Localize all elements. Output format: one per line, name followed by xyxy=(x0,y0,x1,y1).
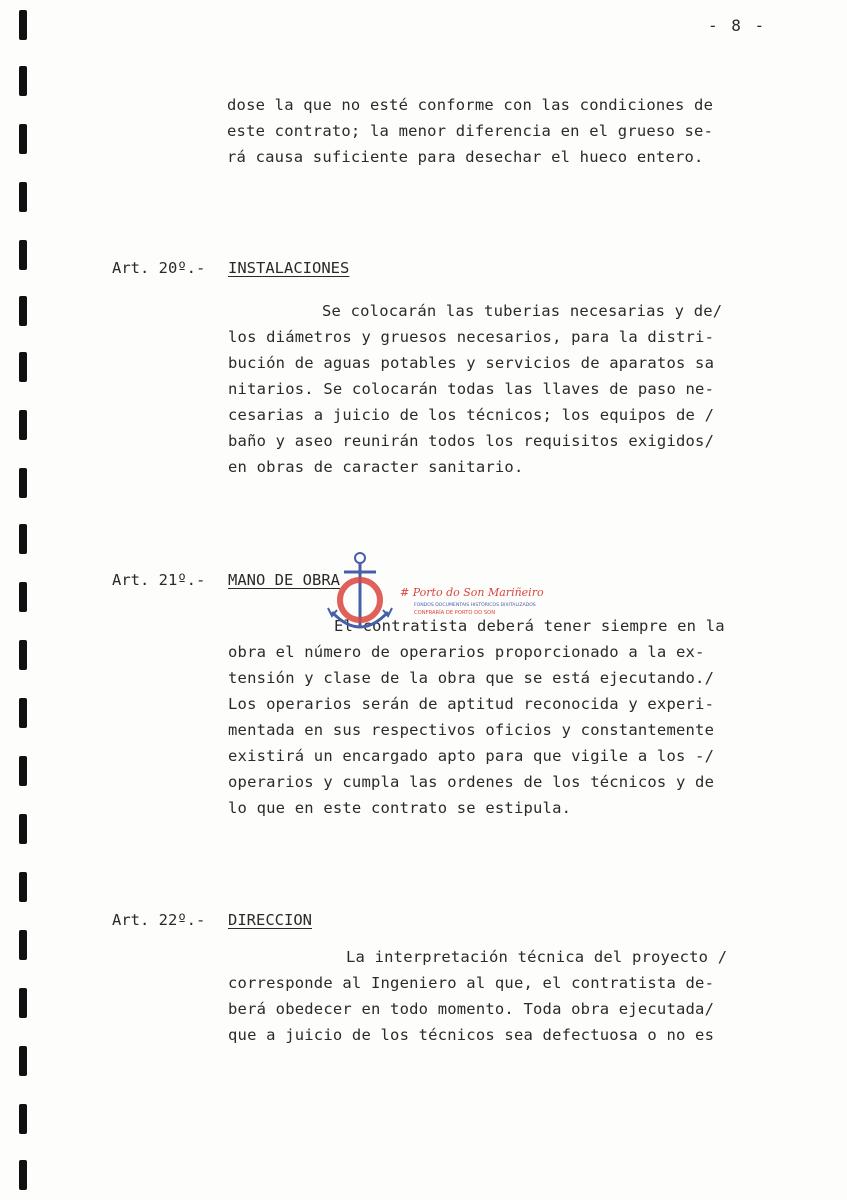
binder-hole xyxy=(19,352,27,382)
binder-hole xyxy=(19,10,27,40)
paragraph-line: berá obedecer en todo momento. Toda obra ejecutada/ xyxy=(228,1000,715,1018)
article-title: INSTALACIONES xyxy=(228,259,350,277)
stamp-title: # Porto do Son Mariñeiro xyxy=(400,586,544,599)
paragraph-line: mentada en sus respectivos oficios y constantemente xyxy=(228,721,715,739)
paragraph-line: este contrato; la menor diferencia en el grueso se- xyxy=(227,122,714,140)
paragraph-line: obra el número de operarios proporcionado a la ex- xyxy=(228,643,705,661)
binder-hole xyxy=(19,524,27,554)
binder-hole xyxy=(19,240,27,270)
paragraph-line: rá causa suficiente para desechar el hueco entero. xyxy=(227,148,704,166)
binder-hole xyxy=(19,468,27,498)
binder-hole xyxy=(19,756,27,786)
binder-hole xyxy=(19,1046,27,1076)
binder-holes xyxy=(19,0,33,1200)
paragraph-line: cesarias a juicio de los técnicos; los equipos de / xyxy=(228,406,715,424)
binder-hole xyxy=(19,814,27,844)
paragraph-line: Los operarios serán de aptitud reconocida y experi- xyxy=(228,695,715,713)
stamp-subtitle: FONDOS DOCUMENTAIS HISTÓRICOS DIXITALIZADOS xyxy=(414,603,536,608)
binder-hole xyxy=(19,988,27,1018)
archive-stamp xyxy=(322,550,542,640)
binder-hole xyxy=(19,930,27,960)
binder-hole xyxy=(19,1104,27,1134)
article-label: Art. 20º.- xyxy=(112,259,206,277)
binder-hole xyxy=(19,640,27,670)
binder-hole xyxy=(19,66,27,96)
binder-hole xyxy=(19,1160,27,1190)
article-label: Art. 22º.- xyxy=(112,911,206,929)
paragraph-line: que a juicio de los técnicos sea defectuosa o no es xyxy=(228,1026,715,1044)
paragraph-line: existirá un encargado apto para que vigile a los -/ xyxy=(228,747,715,765)
paragraph-line: La interpretación técnica del proyecto / xyxy=(346,948,728,966)
binder-hole xyxy=(19,698,27,728)
article-title: MANO DE OBRA xyxy=(228,571,340,589)
paragraph-line: en obras de caracter sanitario. xyxy=(228,458,524,476)
paragraph-line: los diámetros y gruesos necesarios, para la distri- xyxy=(228,328,715,346)
binder-hole xyxy=(19,296,27,326)
binder-hole xyxy=(19,582,27,612)
paragraph-line: nitarios. Se colocarán todas las llaves de paso ne- xyxy=(228,380,715,398)
paragraph-line: bución de aguas potables y servicios de aparatos sa xyxy=(228,354,715,372)
paragraph-line: lo que en este contrato se estipula. xyxy=(228,799,572,817)
binder-hole xyxy=(19,124,27,154)
page-number: - 8 - xyxy=(708,16,767,35)
anchor-icon xyxy=(322,550,398,640)
paragraph-line: corresponde al Ingeniero al que, el contratista de- xyxy=(228,974,715,992)
paragraph-line: operarios y cumpla las ordenes de los técnicos y de xyxy=(228,773,715,791)
paragraph-line: dose la que no esté conforme con las condiciones de xyxy=(227,96,714,114)
stamp-subtitle: CONFRARÍA DE PORTO DO SON xyxy=(414,610,496,616)
paragraph-line: tensión y clase de la obra que se está ejecutando./ xyxy=(228,669,715,687)
binder-hole xyxy=(19,182,27,212)
paragraph-line: baño y aseo reunirán todos los requisitos exigidos/ xyxy=(228,432,715,450)
article-label: Art. 21º.- xyxy=(112,571,206,589)
article-title: DIRECCION xyxy=(228,911,312,929)
binder-hole xyxy=(19,410,27,440)
paragraph-line: El contratista deberá tener siempre en la xyxy=(334,617,725,635)
binder-hole xyxy=(19,872,27,902)
paragraph-line: Se colocarán las tuberias necesarias y de/ xyxy=(322,302,723,320)
